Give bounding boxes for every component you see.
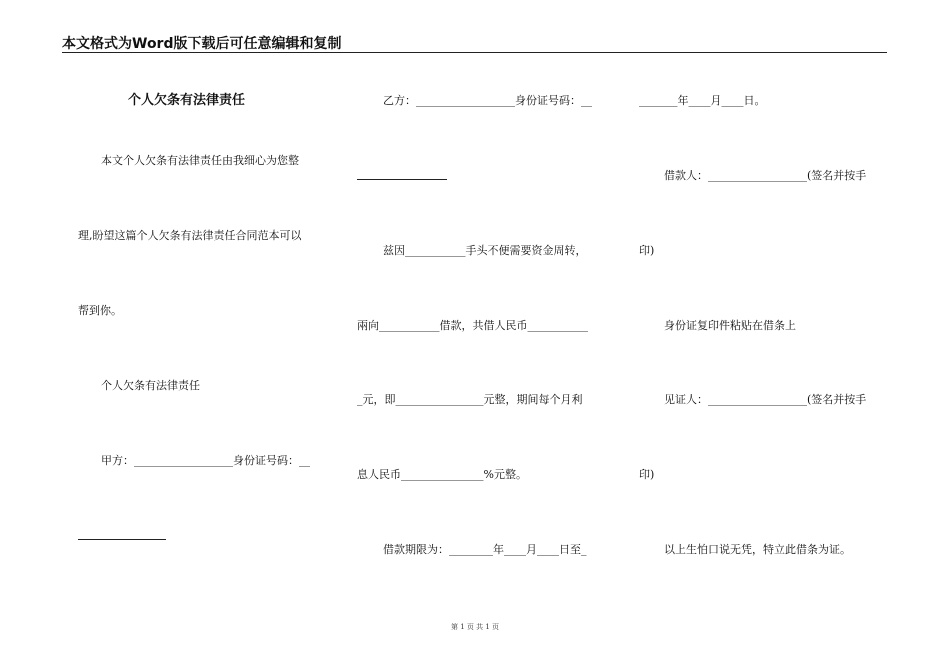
intro-line-1: 本文个人欠条有法律责任由我细心为您整 bbox=[101, 154, 299, 167]
date-line: _______年____月____日。 bbox=[639, 94, 766, 107]
witness-signature-line: 见证人：__________________(签名并按手 bbox=[664, 393, 867, 406]
party-a-id-blank bbox=[78, 539, 166, 540]
header-divider bbox=[62, 52, 887, 53]
borrower-signature-line: 借款人：__________________(签名并按手 bbox=[664, 169, 867, 182]
intro-line-3: 帮到你。 bbox=[78, 304, 122, 317]
intro-line-2: 理,盼望这篇个人欠条有法律责任合同范本可以 bbox=[78, 229, 302, 242]
reason-line: 兹因___________手头不便需要资金周转， bbox=[383, 244, 587, 257]
witness-signature-cont: 印) bbox=[639, 468, 655, 481]
party-b-line: 乙方：__________________身份证号码：__ bbox=[383, 94, 592, 107]
interest-line: 息人民币_______________%元整。 bbox=[357, 468, 527, 481]
section-subtitle: 个人欠条有法律责任 bbox=[101, 379, 200, 392]
borrower-signature-cont: 印) bbox=[639, 244, 655, 257]
closing-statement: 以上生怕口说无凭，特立此借条为证。 bbox=[664, 543, 851, 556]
borrow-line: 兩向___________借款，共借人民币___________ bbox=[357, 319, 588, 332]
document-title: 个人欠条有法律责任 bbox=[128, 93, 246, 108]
party-a-line: 甲方：__________________身份证号码：__ bbox=[101, 454, 310, 467]
period-line: 借款期限为：________年____月____日至_ bbox=[383, 543, 587, 556]
party-b-id-blank bbox=[357, 179, 447, 180]
amount-line: _元，即________________元整，期间每个月利 bbox=[357, 393, 583, 406]
document-header-title: 本文格式为Word版下载后可任意编辑和复制 bbox=[62, 36, 342, 52]
id-copy-note: 身份证复印件粘贴在借条上 bbox=[664, 319, 796, 332]
page-footer: 第 1 页 共 1 页 bbox=[450, 623, 500, 631]
